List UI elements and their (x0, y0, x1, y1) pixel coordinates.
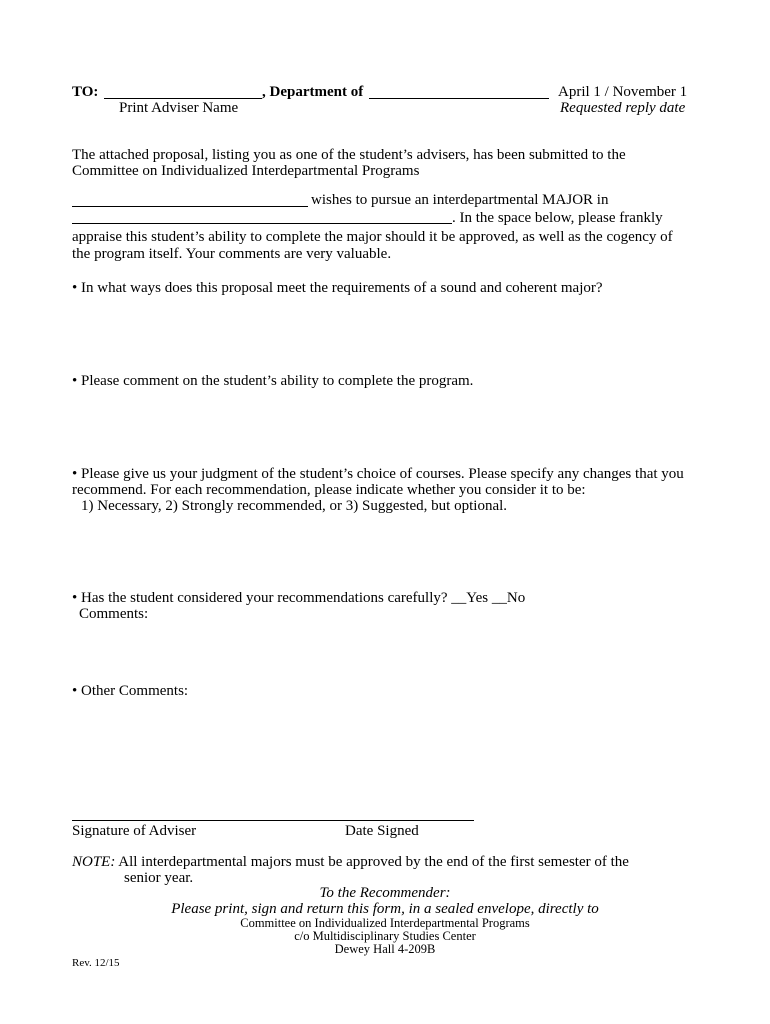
reply-dates: April 1 / November 1 (558, 84, 688, 100)
signature-line[interactable] (72, 820, 474, 821)
revision-label: Rev. 12/15 (72, 957, 120, 969)
address-line-3: Dewey Hall 4-209B (334, 942, 436, 956)
note-line-2: senior year. (124, 870, 194, 886)
date-signed-label: Date Signed (345, 823, 419, 839)
question-courses-line-1: • Please give us your judgment of the student’s choice of courses. Please specify any changes that you (72, 466, 684, 482)
intro-line-1: The attached proposal, listing you as one of the student’s advisers, has been submitted to the (72, 147, 626, 163)
intro-line-2: Committee on Individualized Interdepartmental Programs (72, 163, 420, 179)
answer-area-recommendations[interactable] (72, 626, 698, 676)
to-label: TO: (72, 84, 99, 100)
student-name-field[interactable] (72, 194, 308, 207)
wishes-text: wishes to pursue an interdepartmental MAJOR in (311, 192, 609, 208)
question-ability: • Please comment on the student’s ability to complete the program. (72, 373, 474, 389)
question-courses-line-2: recommend. For each recommendation, please indicate whether you consider it to be: (72, 482, 586, 498)
recommender-heading: To the Recommender: (319, 885, 451, 901)
other-comments-label: • Other Comments: (72, 683, 189, 699)
program-line: the program itself. Your comments are very valuable. (72, 246, 392, 262)
answer-area-courses[interactable] (72, 518, 698, 582)
question-recommendations: • Has the student considered your recommendations carefully? __Yes __No (72, 590, 526, 606)
space-below-text: . In the space below, please frankly (452, 210, 663, 226)
note-line-1: NOTE: All interdepartmental majors must be approved by the end of the first semester of the (72, 854, 629, 870)
answer-area-other-comments[interactable] (72, 703, 698, 813)
comments-label: Comments: (79, 606, 149, 622)
adviser-name-caption: Print Adviser Name (119, 100, 239, 116)
appraise-line: appraise this student’s ability to complete the major should it be approved, as well as the cogency of (72, 229, 673, 245)
recommender-instruction: Please print, sign and return this form, in a sealed envelope, directly to (171, 901, 599, 917)
signature-label: Signature of Adviser (72, 823, 197, 839)
answer-area-requirements[interactable] (72, 300, 698, 362)
answer-area-ability[interactable] (72, 393, 698, 455)
address-line-2: c/o Multidisciplinary Studies Center (294, 929, 476, 943)
reply-date-caption: Requested reply date (560, 100, 686, 116)
department-label: , Department of (262, 84, 364, 100)
adviser-name-field[interactable] (104, 86, 262, 99)
question-courses-line-3: 1) Necessary, 2) Strongly recommended, or 3) Suggested, but optional. (81, 498, 508, 514)
major-field[interactable] (72, 211, 452, 224)
note-text: All interdepartmental majors must be approved by the end of the first semester of the (115, 854, 629, 870)
address-line-1: Committee on Individualized Interdepartmental Programs (240, 916, 530, 930)
department-field[interactable] (369, 86, 549, 99)
question-requirements: • In what ways does this proposal meet the requirements of a sound and coherent major? (72, 280, 603, 296)
